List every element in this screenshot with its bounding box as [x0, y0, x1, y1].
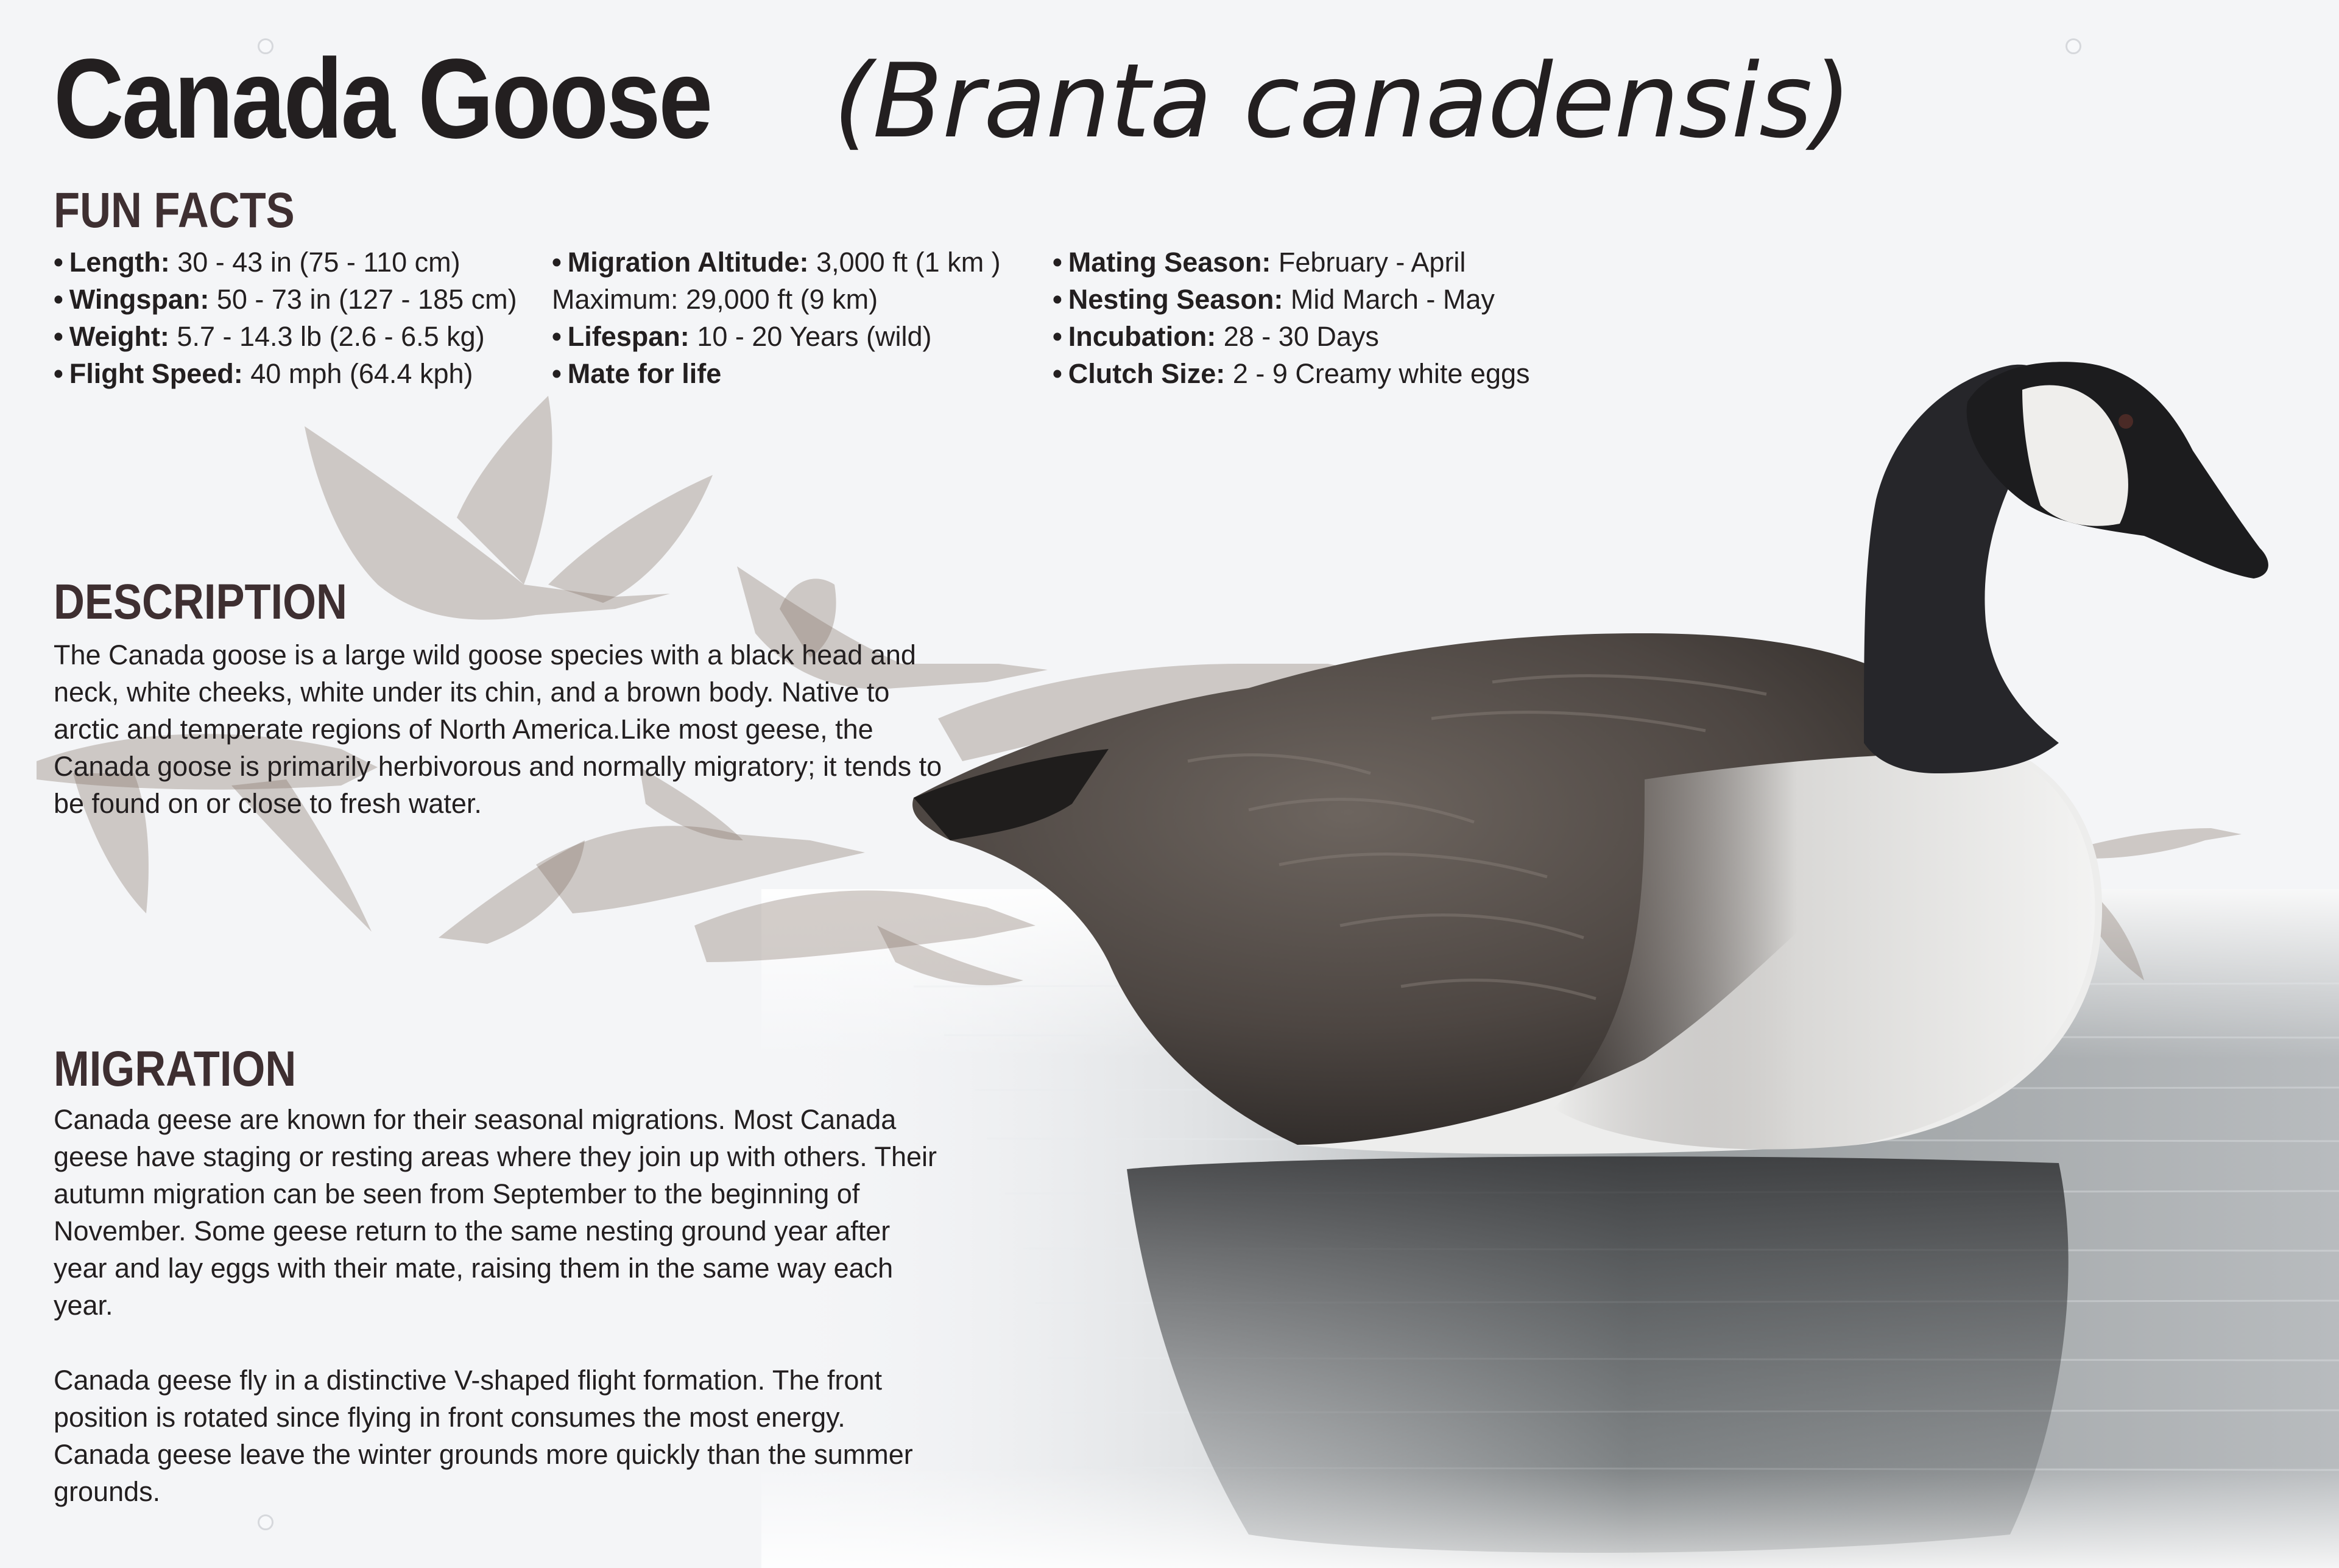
common-name: Canada Goose: [54, 36, 711, 162]
migration-paragraph-1: Canada geese are known for their seasonal migrations. Most Canada geese have staging or resting areas where they join up with others. Their autumn migration can be seen from September to the beginning of November. Some geese return to the same nesting ground year after year and lay eggs with their mate, raising them in the same way each year.: [54, 1104, 937, 1321]
fact-incubation: • Incubation: 28 - 30 Days: [1053, 321, 1379, 352]
fact-wingspan: • Wingspan: 50 - 73 in (127 - 185 cm): [54, 284, 517, 315]
fact-nesting-season: • Nesting Season: Mid March - May: [1053, 284, 1495, 315]
fact-mating-season: • Mating Season: February - April: [1053, 247, 1466, 278]
mounting-hole: [258, 1514, 273, 1530]
migration-heading: MIGRATION: [54, 1041, 297, 1097]
page-title: [54, 36, 1852, 162]
fact-mate-for-life: • Mate for life: [552, 358, 722, 389]
fun-facts-column-1: [54, 244, 517, 392]
mounting-hole: [2066, 38, 2081, 54]
fact-maximum-altitude: Maximum: 29,000 ft (9 km): [552, 284, 878, 315]
fact-flight-speed: • Flight Speed: 40 mph (64.4 kph): [54, 358, 473, 389]
fact-migration-altitude: • Migration Altitude: 3,000 ft (1 km ): [552, 247, 1001, 278]
description-heading: DESCRIPTION: [54, 574, 347, 630]
fact-length: • Length: 30 - 43 in (75 - 110 cm): [54, 247, 460, 278]
fact-clutch-size: • Clutch Size: 2 - 9 Creamy white eggs: [1053, 358, 1530, 389]
fact-lifespan: • Lifespan: 10 - 20 Years (wild): [552, 321, 932, 352]
fun-facts-column-2: [552, 244, 1001, 392]
migration-paragraph-2: Canada geese fly in a distinctive V-shaped flight formation. The front position is rotated since flying in front consumes the most energy. Canada geese leave the winter grounds more quickly than the summer grounds.: [54, 1365, 913, 1507]
scientific-name: (Branta canadensis): [833, 41, 1852, 161]
description-text: The Canada goose is a large wild goose species with a black head and neck, white cheeks, white under its chin, and a brown body. Native to arctic and temperate regions of North America.Like most geese, the Canada goose is primarily herbivorous and normally migratory; it tends to be found on or close to fresh water.: [54, 639, 942, 819]
fun-facts-heading: FUN FACTS: [54, 183, 295, 238]
fun-facts-column-3: [1053, 244, 1530, 392]
fact-weight: • Weight: 5.7 - 14.3 lb (2.6 - 6.5 kg): [54, 321, 485, 352]
